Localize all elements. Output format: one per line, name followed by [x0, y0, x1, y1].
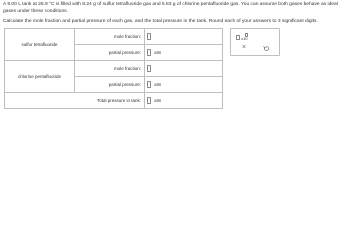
partial-pressure-label: partial pressure: [75, 45, 145, 61]
total-pressure-label: Total pressure in tank: [5, 93, 145, 109]
unit-label: atm [154, 82, 162, 87]
sf4-mole-fraction-input[interactable] [147, 33, 151, 40]
clf5-mole-fraction-input[interactable] [147, 65, 151, 72]
total-pressure-input[interactable] [147, 97, 151, 104]
clf5-partial-pressure-input[interactable] [147, 81, 151, 88]
partial-pressure-cell [145, 77, 223, 93]
undo-icon[interactable] [263, 45, 270, 52]
problem-paragraph-1: A 9.00 L tank at 28.9 °C is filled with 8.24 g of sulfur tetrafluoride gas and 5.83 g of chlorine pentafluoride gas. You can assume both gases behave as ideal gases under these conditions. [3, 2, 338, 14]
problem-statement [3, 2, 349, 26]
mole-fraction-label: mole fraction: [75, 29, 145, 45]
partial-pressure-cell [145, 45, 223, 61]
gas-name-sulfur-tetrafluoride: sulfur tetrafluoride [5, 29, 75, 61]
sf4-partial-pressure-input[interactable] [147, 49, 151, 56]
scientific-notation-icon[interactable] [236, 33, 248, 42]
gas-row-clf5-mole-fraction [5, 61, 223, 77]
gas-name-chlorine-pentafluoride: chlorine pentafluoride [5, 61, 75, 93]
unit-label: atm [154, 98, 162, 103]
answer-tools-panel [230, 28, 280, 56]
exponent-box [245, 33, 248, 37]
mole-fraction-label: mole fraction: [75, 61, 145, 77]
base-box [236, 35, 240, 40]
answer-table [4, 28, 223, 109]
x10-label: x10 [241, 36, 248, 41]
question-page [0, 0, 350, 112]
unit-label: atm [154, 50, 162, 55]
total-pressure-row [5, 93, 223, 109]
mole-fraction-cell [145, 29, 223, 45]
mole-fraction-cell [145, 61, 223, 77]
close-icon[interactable]: × [242, 44, 247, 51]
total-pressure-cell [145, 93, 223, 109]
partial-pressure-label: partial pressure: [75, 77, 145, 93]
problem-paragraph-2: Calculate the mole fraction and partial pressure of each gas, and the total pressure in the tank. Round each of your answers to 3 significant digits. [3, 19, 318, 25]
gas-row-sf4-mole-fraction [5, 29, 223, 45]
